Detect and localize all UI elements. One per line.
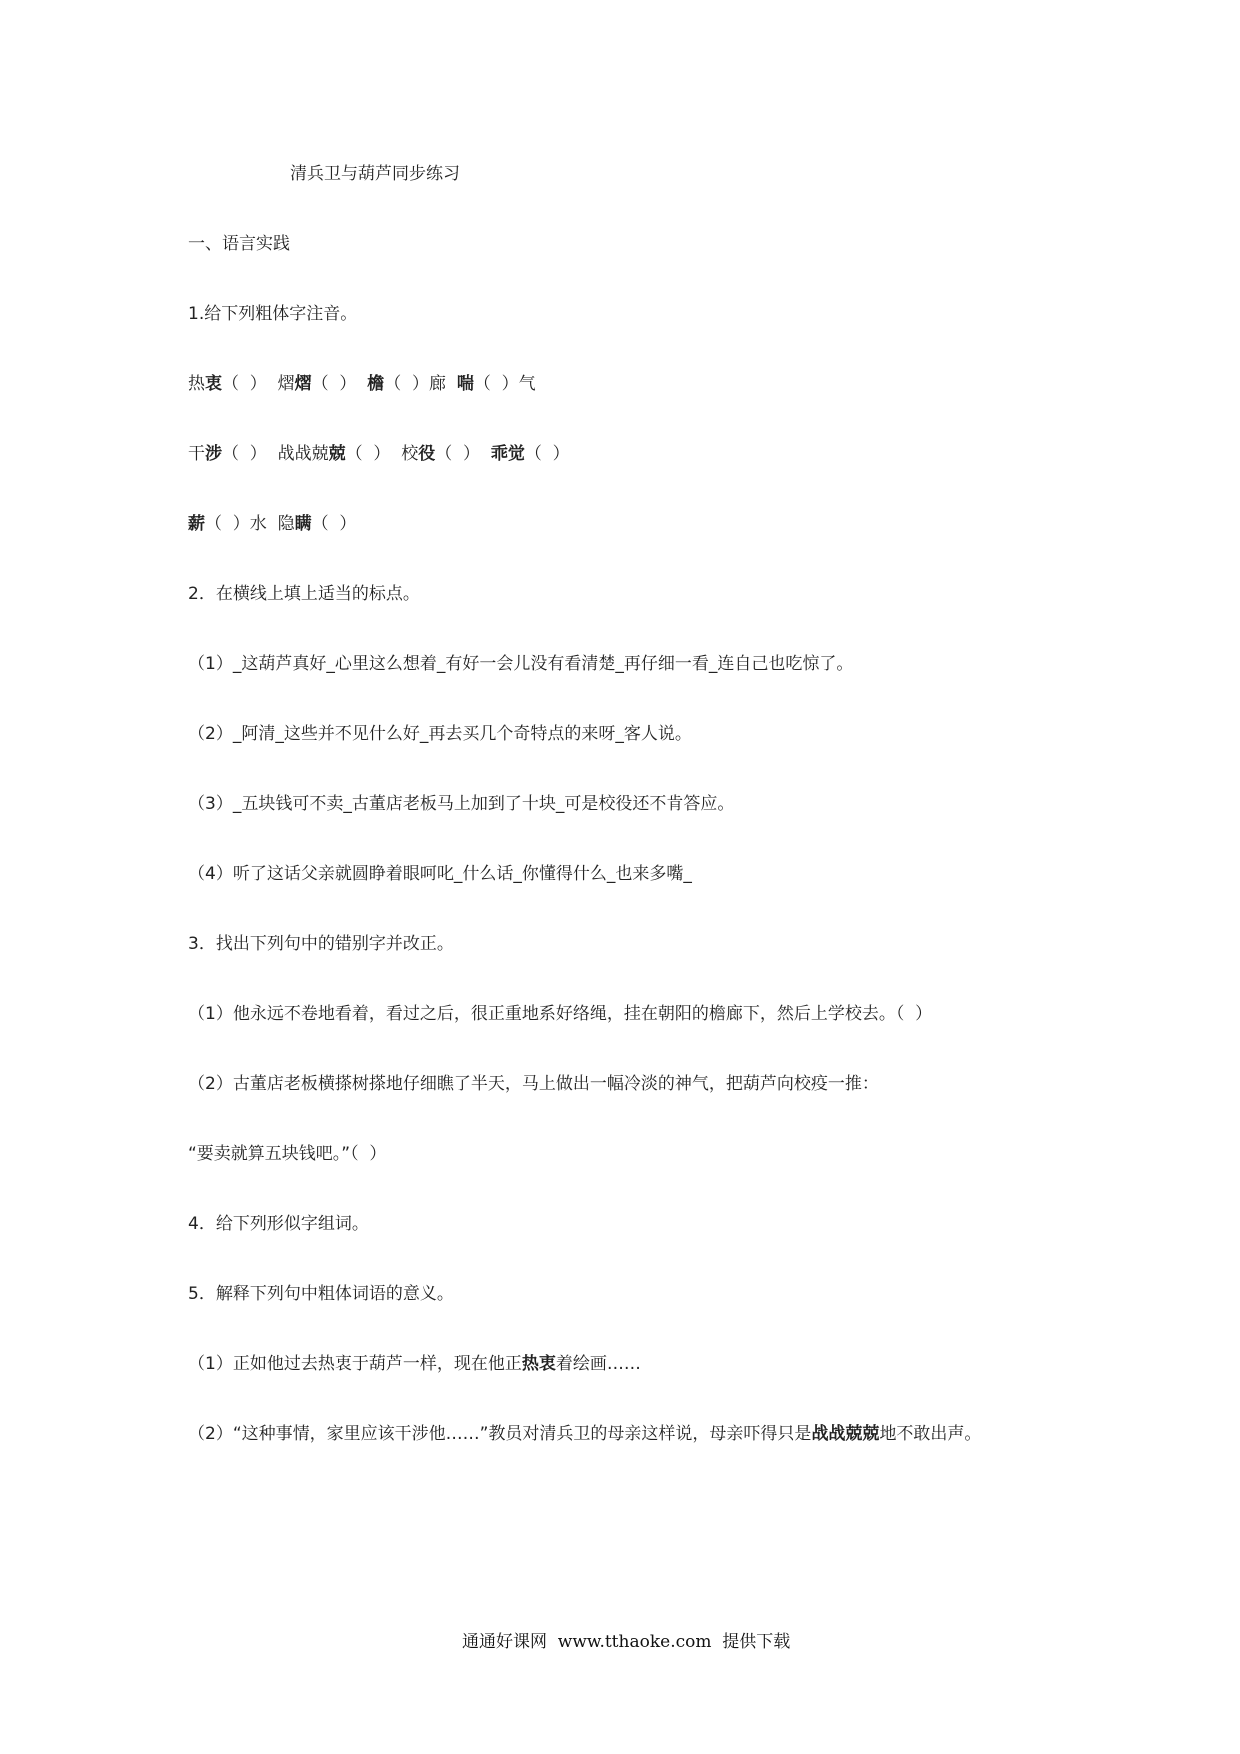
item-text: （ ） (311, 514, 357, 534)
question-2-title: 2．在横线上填上适当的标点。 (188, 584, 420, 604)
page-title: 清兵卫与葫芦同步练习 (290, 164, 460, 184)
item-text: （ ） (435, 444, 491, 464)
question-1-row-1 (188, 372, 536, 396)
item-text: （ ）水 (205, 514, 278, 534)
question-5-item-1: （1）正如他过去热衷于葫芦一样，现在他正热衷着绘画…… (188, 1354, 641, 1374)
item-text: （ ） (222, 444, 278, 464)
item-text: 战战兢 (277, 444, 329, 464)
question-2-item: （3）_五块钱可不卖_古董店老板马上加到了十块_可是校役还不肯答应。 (188, 794, 735, 814)
question-3-item-continued: “要卖就算五块钱吧。”（ ） (188, 1144, 387, 1164)
question-1-title: 1.给下列粗体字注音。 (188, 304, 358, 324)
item-text: （ ） (311, 374, 368, 394)
question-1-row-2 (188, 442, 570, 466)
item-text: 校 (401, 444, 419, 464)
item-text: 熠 (277, 374, 295, 394)
question-3-item: （2）古董店老板横搽树搽地仔细瞧了半天，马上做出一幅冷淡的神气，把葫芦向校疫一推： (188, 1074, 879, 1094)
bold-character: 衷 (205, 374, 222, 394)
item-text: （ ）气 (473, 374, 536, 394)
bold-character: 薪 (188, 514, 205, 534)
question-3-item: （1）他永远不卷地看着，看过之后，很正重地系好络绳，挂在朝阳的檐廊下，然后上学校去。（ ） (188, 1004, 933, 1024)
item-text: 热 (188, 374, 205, 394)
bold-character: 檐 (367, 374, 385, 394)
item-text: （ ）廊 (384, 374, 457, 394)
bold-character: 熠 (294, 374, 312, 394)
bold-character: 兢 (328, 444, 346, 464)
item-text: （ ） (222, 374, 278, 394)
question-1-row-3 (188, 512, 356, 536)
question-5-title: 5．解释下列句中粗体词语的意义。 (188, 1284, 454, 1304)
question-2-item: （2）_阿清_这些并不见什么好_再去买几个奇特点的来呀_客人说。 (188, 724, 692, 744)
bold-character: 乖觉 (490, 444, 525, 464)
section-heading: 一、语言实践 (188, 234, 290, 254)
item-text: 隐 (277, 514, 295, 534)
bold-character: 喘 (456, 374, 474, 394)
question-2-item: （1）_这葫芦真好_心里这么想着_有好一会儿没有看清楚_再仔细一看_连自己也吃惊了。 (188, 654, 854, 674)
question-4-title: 4．给下列形似字组词。 (188, 1214, 369, 1234)
bold-character: 瞒 (294, 514, 312, 534)
bold-character: 涉 (205, 444, 222, 464)
question-3-title: 3．找出下列句中的错别字并改正。 (188, 934, 454, 954)
question-2-item: （4）听了这话父亲就圆睁着眼呵叱_什么话_你懂得什么_也来多嘴_ (188, 864, 692, 884)
item-text: （ ） (524, 444, 570, 464)
item-text: 干 (188, 444, 205, 464)
footer-download-notice: 通通好课网 www.tthaoke.com 提供下载 (462, 1632, 791, 1652)
question-5-item-2: （2）“这种事情，家里应该干涉他……”教员对清兵卫的母亲这样说，母亲吓得只是战战兢兢地不敢出声。 (188, 1424, 982, 1444)
bold-character: 役 (418, 444, 436, 464)
item-text: （ ） (345, 444, 402, 464)
